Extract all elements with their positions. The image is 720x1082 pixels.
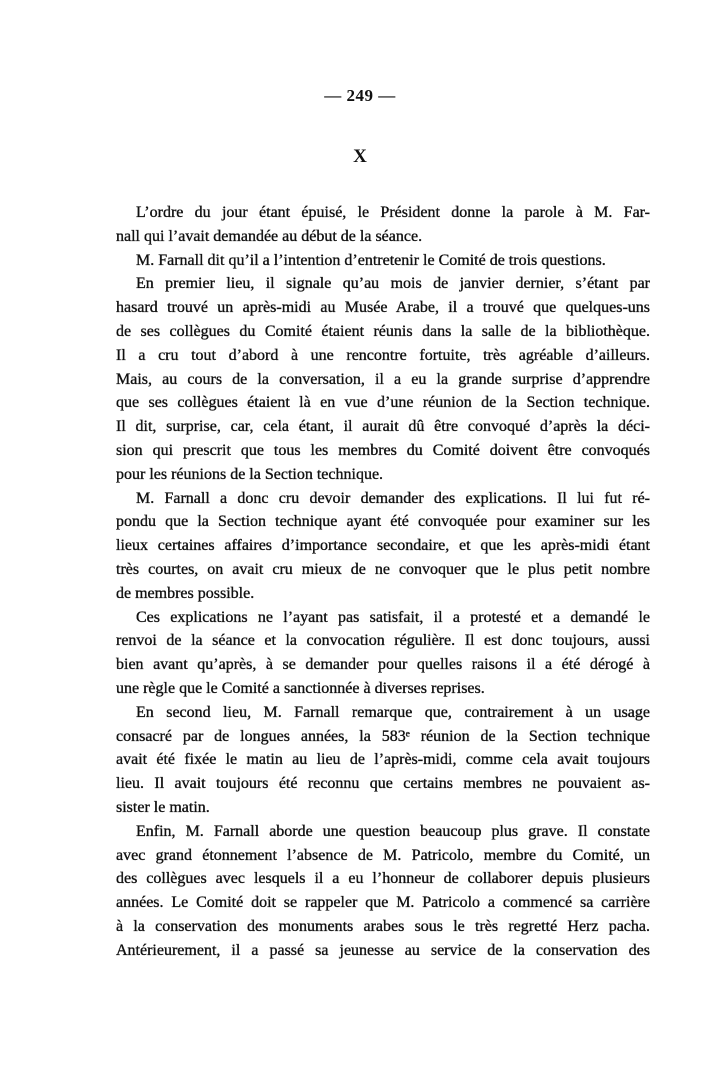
- text-line: nall qui l’avait demandée au début de la séance.: [116, 227, 423, 245]
- text-line: de membres possible.: [116, 584, 255, 602]
- text-line: pondu que la Section technique ayant été convoquée pour examiner sur les: [116, 513, 650, 531]
- text-line: Il a cru tout d’abord à une rencontre fortuite, très agréable d’ailleurs.: [116, 346, 650, 364]
- text-line: à la conservation des monuments arabes sous le très regretté Herz pacha.: [116, 917, 650, 935]
- text-line: sion qui prescrit que tous les membres du Comité doivent être convoqués: [116, 441, 650, 459]
- text-line: pour les réunions de la Section technique.: [116, 465, 384, 483]
- text-line: L’ordre du jour étant épuisé, le Président donne la parole à M. Far-: [136, 204, 650, 221]
- text-line: M. Farnall a donc cru devoir demander des explications. Il lui fut ré-: [136, 489, 650, 507]
- text-line: avait été fixée le matin au lieu de l’après-midi, comme cela avait toujours: [116, 751, 650, 769]
- section-heading: X: [353, 146, 367, 167]
- paragraph: [116, 272, 650, 486]
- text-line: hasard trouvé un après-midi au Musée Arabe, il a trouvé que quelques-uns: [116, 299, 650, 317]
- text-line: des collègues avec lesquels il a eu l’honneur de collaborer depuis plusieurs: [116, 870, 650, 888]
- text-line: lieux certaines affaires d’importance secondaire, et que les après-midi étant: [116, 537, 650, 555]
- text-line: En premier lieu, il signale qu’au mois de janvier dernier, s’étant par: [136, 275, 650, 293]
- paragraph: [116, 249, 650, 273]
- body-text: [116, 201, 650, 963]
- text-line: que ses collègues étaient là en vue d’une réunion de la Section technique.: [116, 394, 650, 412]
- text-line: Enfin, M. Farnall aborde une question beaucoup plus grave. Il constate: [136, 822, 650, 840]
- text-line: consacré par de longues années, la 583ᵉ réunion de la Section technique: [116, 727, 650, 745]
- text-line: Il dit, surprise, car, cela étant, il aurait dû être convoqué d’après la déci-: [116, 418, 650, 436]
- text-line: En second lieu, M. Farnall remarque que, contrairement à un usage: [136, 703, 650, 721]
- paragraph: [116, 606, 650, 701]
- text-line: avec grand étonnement l’absence de M. Patricolo, membre du Comité, un: [116, 846, 650, 864]
- text-line: une règle que le Comité a sanctionnée à diverses reprises.: [116, 679, 485, 697]
- text-line: sister le matin.: [116, 798, 210, 816]
- text-line: Ces explications ne l’ayant pas satisfait, il a protesté et a demandé le: [136, 608, 650, 626]
- page-number: — 249 —: [324, 86, 396, 105]
- text-line: Antérieurement, il a passé sa jeunesse au service de la conservation des: [116, 941, 650, 959]
- paragraph: [116, 201, 650, 249]
- text-line: M. Farnall dit qu’il a l’intention d’entretenir le Comité de trois questions.: [136, 251, 606, 269]
- paragraph: [116, 820, 650, 963]
- text-line: renvoi de la séance et la convocation régulière. Il est donc toujours, aussi: [116, 632, 650, 650]
- text-line: très courtes, on avait cru mieux de ne convoquer que le plus petit nombre: [116, 560, 650, 578]
- paragraph: [116, 701, 650, 820]
- text-line: lieu. Il avait toujours été reconnu que certains membres ne pouvaient as-: [116, 775, 650, 793]
- text-line: bien avant qu’après, à se demander pour quelles raisons il a été dérogé à: [116, 656, 650, 674]
- text-line: Mais, au cours de la conversation, il a eu la grande surprise d’apprendre: [116, 370, 650, 388]
- paragraph: [116, 487, 650, 606]
- text-line: années. Le Comité doit se rappeler que M. Patricolo a commencé sa carrière: [116, 894, 650, 912]
- text-line: de ses collègues du Comité étaient réunis dans la salle de la bibliothèque.: [116, 322, 650, 340]
